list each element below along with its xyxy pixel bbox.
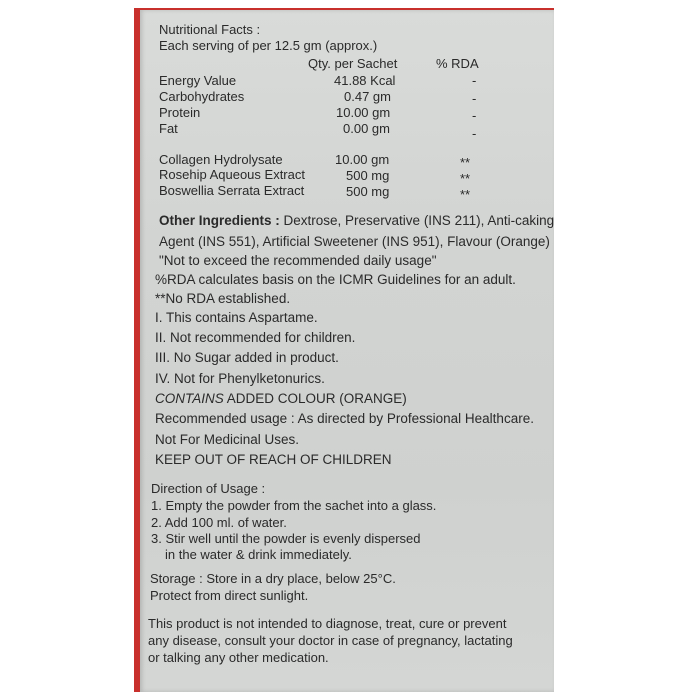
row-qty: 10.00 gm (336, 105, 391, 120)
direction-step: 1. Empty the powder from the sachet into a glass. (151, 498, 437, 513)
nutrition-title: Nutritional Facts : (159, 22, 261, 37)
row-rda: - (472, 108, 477, 123)
ingredients-label: Other Ingredients : (159, 213, 280, 228)
row-qty: 0.00 gm (343, 121, 390, 136)
ingredients-line1 (159, 213, 554, 229)
note-line: "Not to exceed the recommended daily usage" (159, 253, 437, 268)
row-name: Fat (159, 121, 178, 136)
note-line: KEEP OUT OF REACH OF CHILDREN (155, 452, 392, 467)
row-qty: 500 mg (346, 184, 390, 199)
storage-line: Storage : Store in a dry place, below 25°C. (150, 571, 396, 586)
serving-size: Each serving of per 12.5 gm (approx.) (159, 38, 378, 53)
row-name: Carbohydrates (159, 89, 245, 104)
col-header-qty: Qty. per Sachet (308, 56, 398, 71)
note-line: III. No Sugar added in product. (155, 350, 339, 365)
note-line: I. This contains Aspartame. (155, 310, 318, 325)
row-rda: - (472, 126, 477, 141)
row-name: Protein (159, 105, 201, 120)
direction-step: 3. Stir well until the powder is evenly dispersed (151, 531, 421, 546)
ingredients-line2: Agent (INS 551), Artificial Sweetener (INS 951), Flavour (Orange) (159, 234, 550, 249)
direction-step: 2. Add 100 ml. of water. (151, 515, 287, 530)
row-qty: 10.00 gm (335, 152, 390, 167)
row-qty: 41.88 Kcal (334, 73, 396, 88)
row-rda: ** (460, 155, 471, 170)
disclaimer-line: any disease, consult your doctor in case of pregnancy, lactating (148, 633, 513, 648)
row-rda: - (472, 73, 477, 88)
colour-italic: CONTAINS (155, 391, 224, 406)
storage-line: Protect from direct sunlight. (150, 588, 309, 603)
ingredients-text: Dextrose, Preservative (INS 211), Anti-caking (279, 213, 555, 228)
colour-rest: ADDED COLOUR (ORANGE) (223, 391, 407, 406)
col-header-rda: % RDA (436, 56, 479, 71)
row-rda: - (472, 91, 477, 106)
row-name: Boswellia Serrata Extract (159, 183, 305, 198)
row-name: Rosehip Aqueous Extract (159, 167, 305, 182)
row-rda: ** (460, 187, 471, 202)
directions-title: Direction of Usage : (151, 481, 266, 496)
note-line: II. Not recommended for children. (155, 330, 356, 345)
note-line: **No RDA established. (155, 291, 291, 306)
row-qty: 500 mg (346, 168, 390, 183)
row-name: Collagen Hydrolysate (159, 152, 283, 167)
row-qty: 0.47 gm (344, 89, 391, 104)
label-panel (140, 10, 554, 692)
row-rda: ** (460, 171, 471, 186)
note-line: Recommended usage : As directed by Professional Healthcare. (155, 411, 534, 426)
note-line: Not For Medicinal Uses. (155, 432, 300, 447)
colour-line (155, 391, 407, 407)
note-line: %RDA calculates basis on the ICMR Guidelines for an adult. (155, 272, 516, 287)
note-line: IV. Not for Phenylketonurics. (155, 371, 325, 386)
direction-step: in the water & drink immediately. (165, 547, 352, 562)
disclaimer-line: This product is not intended to diagnose, treat, cure or prevent (148, 616, 507, 631)
disclaimer-line: or talking any other medication. (148, 650, 329, 665)
row-name: Energy Value (159, 73, 237, 88)
